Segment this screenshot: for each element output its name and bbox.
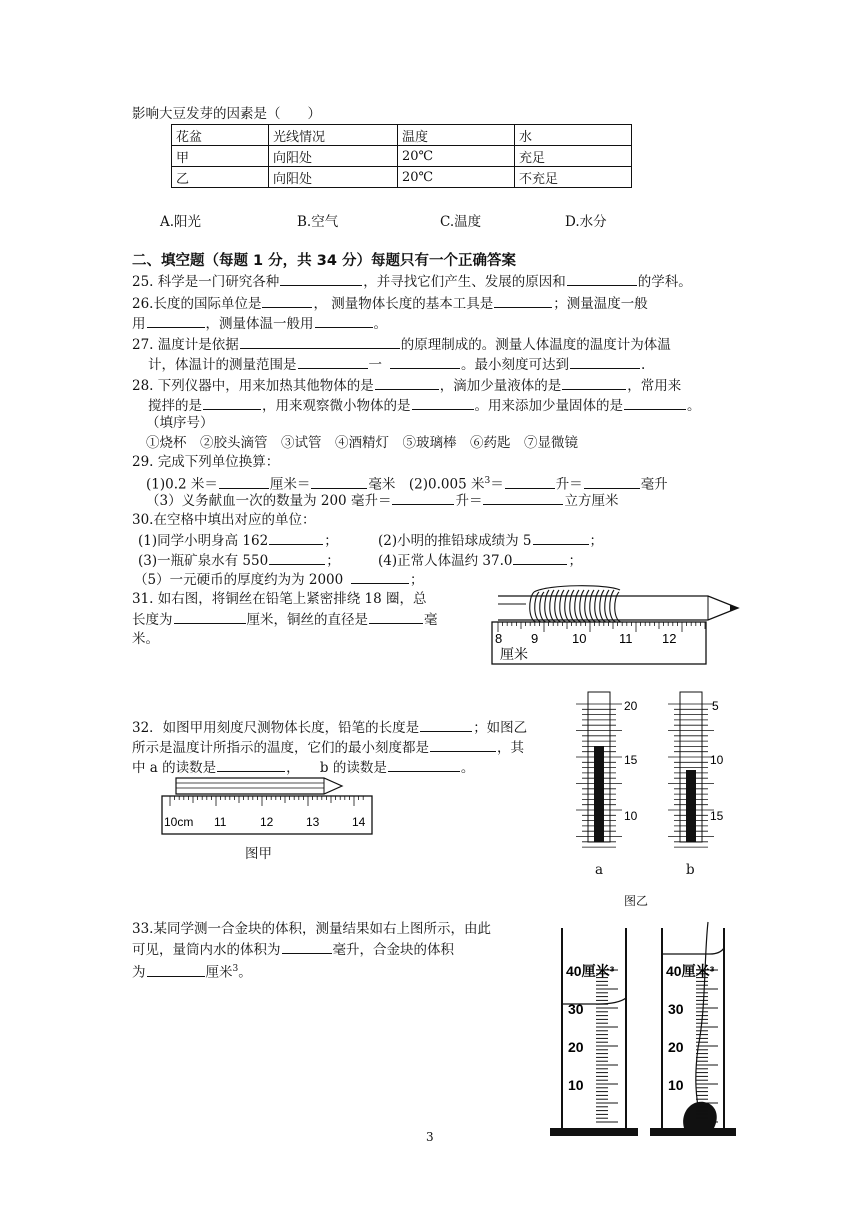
- text: 毫升: [640, 476, 668, 493]
- blank[interactable]: [174, 610, 246, 624]
- tick-label: 10: [624, 809, 638, 823]
- text: (1)同学小明身高 162: [138, 533, 269, 549]
- table-header: 花盆: [172, 125, 269, 146]
- page-number: 3: [426, 1130, 434, 1144]
- blank[interactable]: [219, 475, 269, 489]
- q27-line1: [132, 335, 671, 354]
- tick-label: 8: [495, 631, 503, 646]
- text: 25. 科学是一门研究各种: [132, 274, 280, 290]
- tick-label: 12: [260, 815, 274, 829]
- blank[interactable]: [269, 531, 323, 545]
- q29-line2: [146, 491, 618, 510]
- q31-line3: 米。: [132, 631, 159, 647]
- text: 用: [132, 316, 146, 332]
- text: 的原理制成的。测量人体温度的温度计为体温: [400, 337, 671, 353]
- cylinder-ticks: [596, 970, 618, 1122]
- text: ；: [324, 533, 338, 549]
- text: ，滴加少量液体的是: [439, 378, 562, 394]
- q31-line2: [132, 610, 438, 629]
- text: ，用来观察微小物体的是: [262, 398, 411, 414]
- cylinder-ticks: [696, 970, 718, 1122]
- text: 一: [368, 357, 382, 373]
- q30-p4: [378, 551, 582, 570]
- tick-label: 20: [568, 1039, 584, 1055]
- q32-line1: [132, 718, 527, 737]
- tick-label: 14: [352, 815, 366, 829]
- blank[interactable]: [262, 294, 312, 308]
- text: 长度为: [132, 612, 173, 628]
- tick-label: 15: [710, 809, 724, 823]
- text: 可见，量筒内水的体积为: [132, 942, 281, 958]
- q26-line1: [132, 294, 648, 313]
- item: ③试管: [281, 435, 322, 451]
- item: ⑤玻璃棒: [402, 435, 457, 451]
- text: 。: [687, 398, 701, 414]
- text: 。: [238, 964, 252, 981]
- figure-caption-yi: 图乙: [624, 894, 649, 908]
- text: ，其: [497, 740, 524, 756]
- text: (3)一瓶矿泉水有 550: [138, 553, 269, 569]
- text: (4)正常人体温约 37.0: [378, 553, 513, 569]
- q30-p3: [138, 551, 340, 570]
- blank[interactable]: [533, 531, 589, 545]
- table-cell: 20℃: [398, 146, 515, 167]
- tick-label: 40厘米³: [566, 963, 615, 979]
- tick-label: 10: [710, 753, 724, 767]
- q30-p1: [138, 531, 338, 550]
- text: 搅拌的是: [148, 398, 202, 414]
- table-cell: 乙: [172, 167, 269, 188]
- text: ，测量体温一般用: [205, 316, 314, 332]
- blank[interactable]: [147, 314, 205, 328]
- blank[interactable]: [420, 718, 472, 732]
- thermometer-b-figure: [658, 688, 758, 848]
- q25: [132, 272, 692, 291]
- blank[interactable]: [388, 758, 460, 772]
- label-a: a: [595, 862, 604, 878]
- text: 中 a 的读数是: [132, 760, 217, 776]
- tick-label: 30: [568, 1001, 584, 1017]
- text: 厘米: [205, 964, 233, 981]
- text: 。用来添加少量固体的是: [474, 398, 623, 414]
- text: 28. 下列仪器中，用来加热其他物体的是: [132, 378, 374, 394]
- ruler-unit: 厘米: [500, 647, 528, 663]
- text: 厘米，铜丝的直径是: [246, 612, 368, 628]
- text: ，: [286, 760, 300, 776]
- option-c: C.温度: [440, 214, 482, 230]
- item: ⑦显微镜: [524, 435, 578, 451]
- tick-label: 9: [531, 631, 539, 646]
- text: (1)0.2 米＝: [146, 476, 218, 493]
- option-a: A.阳光: [160, 214, 202, 230]
- table-header: 光线情况: [269, 125, 398, 146]
- item: ①烧杯: [146, 435, 187, 451]
- tick-label: 20: [624, 699, 638, 713]
- text: ；: [589, 533, 604, 549]
- text: ，并寻找它们产生、发展的原因和: [363, 274, 566, 290]
- text: 。: [373, 316, 387, 332]
- text: b 的读数是: [319, 760, 387, 776]
- blank[interactable]: [392, 491, 454, 505]
- table-cell: 充足: [515, 146, 632, 167]
- tick-label: 12: [662, 631, 677, 646]
- blank[interactable]: [311, 475, 367, 489]
- text: ；: [568, 553, 582, 569]
- blank[interactable]: [562, 376, 626, 390]
- q31-line1: 31. 如右图，将铜丝在铅笔上紧密排绕 18 圈，总: [132, 591, 427, 607]
- item: ②胶头滴管: [200, 435, 268, 451]
- blank[interactable]: [217, 758, 285, 772]
- blank[interactable]: [147, 963, 205, 977]
- text: 。最小刻度可达到: [461, 357, 569, 373]
- blank[interactable]: [567, 272, 637, 286]
- tick-label: 30: [668, 1001, 684, 1017]
- table-row: [172, 167, 632, 188]
- item: ④酒精灯: [335, 435, 389, 451]
- text: 32．如图甲用刻度尺测物体长度，铅笔的长度是: [132, 720, 420, 736]
- blank[interactable]: [505, 475, 555, 489]
- text: 26.长度的国际单位是: [132, 296, 262, 312]
- tick-label: 5: [712, 699, 719, 713]
- q26-line2: [132, 314, 387, 333]
- q27-line2: [148, 355, 645, 374]
- text: 计，体温计的测量范围是: [148, 357, 297, 373]
- table-cell: 向阳处: [269, 146, 398, 167]
- tick-label: 10: [568, 1077, 584, 1093]
- cylinder-water-figure: [548, 918, 658, 1140]
- q30-title: 30.在空格中填出对应的单位：: [132, 512, 316, 528]
- text: 27. 温度计是依据: [132, 337, 239, 353]
- q33-line2: [132, 940, 454, 959]
- tick-label: 15: [624, 753, 638, 767]
- superscript: 3: [232, 964, 239, 974]
- q29-title: 29. 完成下列单位换算：: [132, 454, 280, 470]
- blank[interactable]: [203, 396, 261, 410]
- text: 。: [460, 760, 475, 776]
- q28-items: [146, 434, 578, 452]
- text: 毫米: [368, 476, 396, 493]
- figure-caption-jia: 图甲: [245, 846, 272, 862]
- blank[interactable]: [412, 396, 474, 410]
- table-header: 水: [515, 125, 632, 146]
- q33-line1: 33.某同学测一合金块的体积，测量结果如右上图所示，由此: [132, 921, 491, 937]
- copper-wire-coil: [530, 586, 621, 622]
- text: 的学科。: [637, 274, 692, 290]
- q28-line1: [132, 376, 681, 395]
- table-row: [172, 146, 632, 167]
- text: 升＝: [455, 493, 483, 509]
- ruler-ticks: [170, 796, 363, 806]
- tick-label: 10: [668, 1077, 684, 1093]
- text: （3）义务献血一次的数量为 200 毫升＝: [146, 493, 392, 509]
- blank[interactable]: [430, 738, 496, 752]
- item: ⑥药匙: [470, 435, 511, 451]
- blank[interactable]: [494, 294, 552, 308]
- text: ＝: [490, 476, 504, 493]
- superscript: 3: [484, 476, 491, 486]
- thread: [696, 922, 708, 1118]
- blank[interactable]: [483, 491, 563, 505]
- blank[interactable]: [269, 551, 325, 565]
- q28-line2: [148, 396, 701, 415]
- table-row: [172, 125, 632, 146]
- text: .: [641, 357, 646, 373]
- option-b: B.空气: [297, 214, 339, 230]
- text: 所示是温度计所指示的温度，它们的最小刻度都是: [132, 740, 429, 756]
- blank[interactable]: [369, 610, 423, 624]
- blank[interactable]: [584, 475, 640, 489]
- table-cell: 甲: [172, 146, 269, 167]
- tick-label: 40厘米³: [666, 963, 715, 979]
- text: (2)小明的推铅球成绩为 5: [378, 533, 532, 549]
- q24-table: [171, 124, 632, 188]
- blank[interactable]: [282, 940, 332, 954]
- table-cell: 20℃: [398, 167, 515, 188]
- q28-note: （填序号）: [146, 415, 214, 431]
- blank[interactable]: [280, 272, 362, 286]
- text: ；测量温度一般: [553, 296, 648, 312]
- text: (2)0.005 米: [408, 476, 485, 493]
- blank[interactable]: [390, 355, 460, 369]
- text: 升＝: [555, 476, 583, 493]
- blank[interactable]: [375, 376, 439, 390]
- table-header: 温度: [398, 125, 515, 146]
- text: 为: [132, 964, 146, 981]
- text: ，常用来: [627, 378, 682, 394]
- text: 立方厘米: [564, 493, 619, 509]
- text: ， 测量物体长度的基本工具是: [313, 296, 494, 312]
- text: （5）一元硬币的厚度约为为 2000: [134, 572, 344, 588]
- blank[interactable]: [624, 396, 686, 410]
- text: ；如图乙: [473, 720, 528, 736]
- blank[interactable]: [513, 551, 567, 565]
- option-d: D.水分: [565, 214, 607, 230]
- blank[interactable]: [240, 335, 400, 349]
- table-cell: 向阳处: [269, 167, 398, 188]
- table-cell: 不充足: [515, 167, 632, 188]
- cylinder-alloy-figure: [650, 918, 750, 1140]
- text: 厘米＝: [269, 476, 311, 493]
- blank[interactable]: [298, 355, 368, 369]
- tick-label: 20: [668, 1039, 684, 1055]
- label-b: b: [686, 862, 695, 878]
- blank[interactable]: [351, 570, 409, 584]
- q30-p2: [378, 531, 603, 550]
- text: 毫升，合金块的体积: [332, 942, 454, 958]
- q32-line2: [132, 738, 524, 757]
- text: 毫: [424, 612, 438, 628]
- alloy-block: [683, 1102, 717, 1128]
- text: ；: [326, 553, 340, 569]
- q30-p5: [134, 570, 424, 589]
- q33-line3: [132, 960, 252, 982]
- blank[interactable]: [315, 314, 373, 328]
- section-title: 二、填空题（每题 1 分，共 34 分）每题只有一个正确答案: [132, 253, 516, 269]
- tick-label: 10cm: [164, 815, 194, 829]
- q24-stem: 影响大豆发芽的因素是（ ）: [132, 106, 321, 122]
- tick-label: 10: [572, 631, 587, 646]
- tick-label: 13: [306, 815, 320, 829]
- coil-ruler-figure: [488, 578, 748, 668]
- blank[interactable]: [570, 355, 640, 369]
- tick-label: 11: [214, 815, 227, 829]
- tick-label: 11: [619, 631, 633, 646]
- text: ；: [410, 572, 424, 588]
